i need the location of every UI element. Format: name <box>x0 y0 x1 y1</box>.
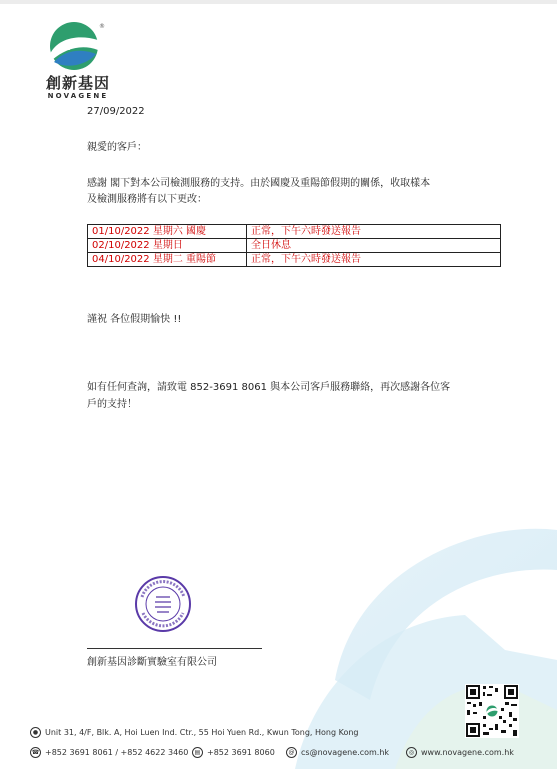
schedule-date-cell: 04/10/2022 星期二 重陽節 <box>88 253 247 267</box>
letter-contact-line-2: 戶的支持！ <box>87 399 137 410</box>
logo-english-name: NOVAGENE <box>47 92 109 100</box>
footer-email-text[interactable]: cs@novagene.com.hk <box>301 748 390 757</box>
logo-mark-icon <box>48 20 106 70</box>
letter-contact-line-1: 如有任何查詢，請致電 852-3691 8061 與本公司客戶服務聯絡，再次感謝各位客 <box>87 382 451 393</box>
footer-website[interactable] <box>406 747 514 758</box>
footer-phone <box>30 747 188 758</box>
schedule-date-cell: 01/10/2022 星期六 國慶 <box>88 225 247 239</box>
company-signature: 創新基因診斷實驗室有限公司 <box>87 657 217 668</box>
schedule-service-cell: 正常，下午六時發送報告 <box>247 253 501 267</box>
footer-address <box>30 727 359 738</box>
schedule-row <box>88 239 501 253</box>
schedule-service-cell: 正常，下午六時發送報告 <box>247 225 501 239</box>
footer-phone-text: +852 3691 8061 / +852 4622 3460 <box>45 748 189 757</box>
fax-icon: ▤ <box>192 747 203 758</box>
qr-code <box>465 684 519 738</box>
letter-intro-line-1: 感謝 閣下對本公司檢測服務的支持。由於國慶及重陽節假期的關係，收取樣本 <box>87 178 431 189</box>
top-border <box>0 0 557 4</box>
globe-icon: ◎ <box>406 747 417 758</box>
logo-chinese-name: 創新基因 <box>45 74 110 92</box>
location-pin-icon: ● <box>30 727 41 738</box>
signature-line <box>87 648 262 649</box>
letter-greeting: 親愛的客戶： <box>87 142 147 153</box>
company-stamp <box>134 575 192 637</box>
schedule-row <box>88 253 501 267</box>
letter-intro-line-2: 及檢測服務將有以下更改： <box>87 194 207 205</box>
footer-website-text[interactable]: www.novagene.com.hk <box>421 748 514 757</box>
schedule-date-cell: 02/10/2022 星期日 <box>88 239 247 253</box>
phone-icon: ☎ <box>31 749 40 756</box>
svg-text:®: ® <box>99 23 105 30</box>
footer-fax <box>192 747 275 758</box>
letter-date: 27/09/2022 <box>87 106 145 117</box>
footer-fax-text: +852 3691 8060 <box>207 748 275 757</box>
email-icon: @ <box>286 747 297 758</box>
footer-address-text: Unit 31, 4/F, Blk. A, Hoi Luen Ind. Ctr., 55 Hoi Yuen Rd., Kwun Tong, Hong Kong <box>45 728 359 737</box>
schedule-service-cell: 全日休息 <box>247 239 501 253</box>
company-logo <box>38 20 118 102</box>
letter-wishes: 謹祝 各位假期愉快 !! <box>87 314 182 325</box>
footer-email[interactable] <box>286 747 389 758</box>
schedule-row <box>88 225 501 239</box>
schedule-table <box>87 224 501 267</box>
